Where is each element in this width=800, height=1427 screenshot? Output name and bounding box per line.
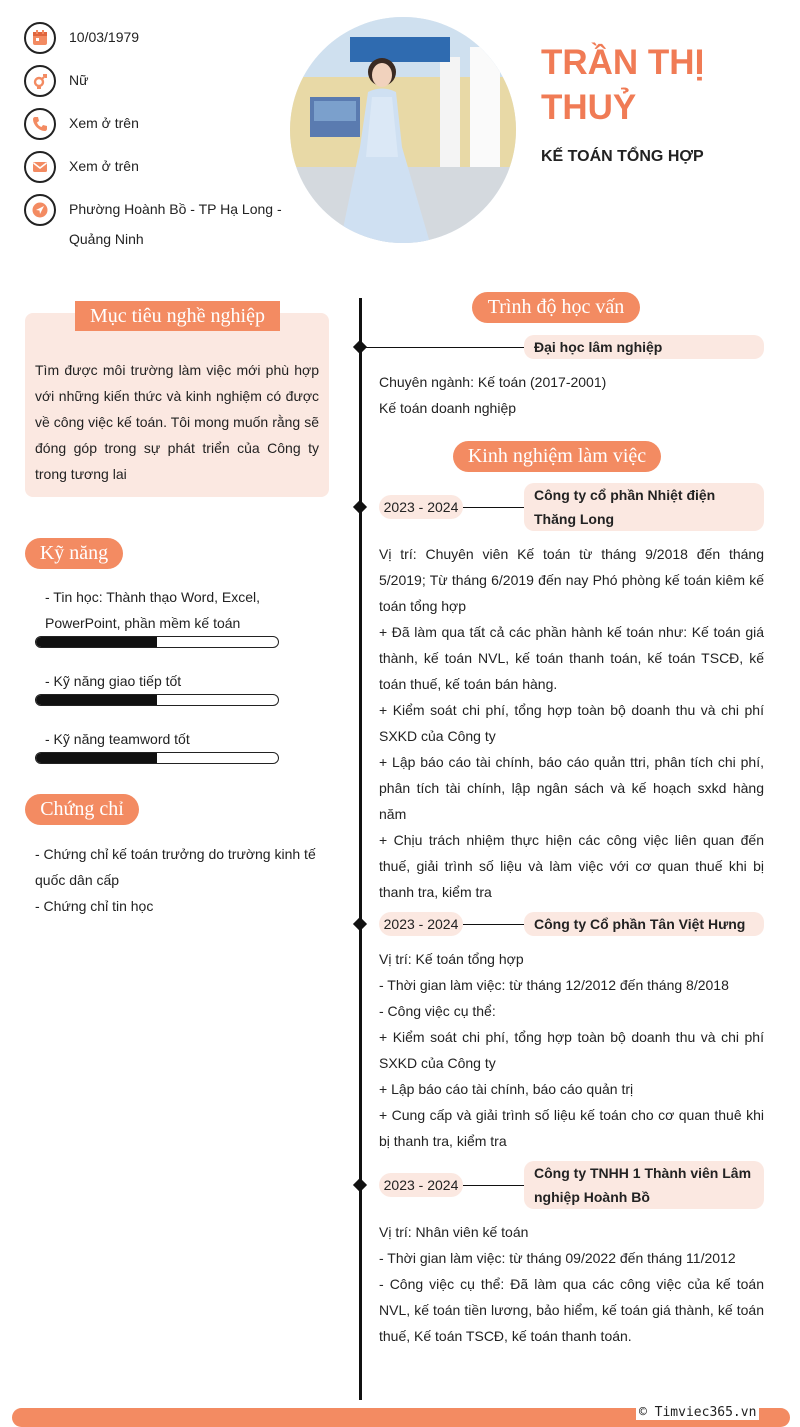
job-detail-line: Vị trí: Chuyên viên Kế toán từ tháng 9/2018 đến tháng 5/2019; Từ tháng 6/2019 đến nay Phó phòng kế toán kiêm kế toán tổng hợp (379, 546, 764, 614)
job-title: KẾ TOÁN TỔNG HỢP (541, 148, 704, 165)
objective-heading: Mục tiêu nghề nghiệp (75, 301, 280, 331)
job-detail-line: + Cung cấp và giải trình số liệu kế toán cho cơ quan thuê khi bị thanh tra, kiểm tra (379, 1107, 764, 1149)
certificates-heading: Chứng chỉ (25, 794, 139, 825)
experience-heading: Kinh nghiệm làm việc (453, 441, 661, 472)
job-detail-line: - Công việc cụ thể: Đã làm qua các công việc của kế toán NVL, kế toán tiền lương, bảo hiểm, kế toán giá thành, kế toán thuế, Kế toán TSCĐ, kế toán thanh toán. (379, 1276, 764, 1344)
job-detail-line: - Công việc cụ thể: (379, 1003, 496, 1019)
skill-bar-fill-3 (36, 753, 157, 763)
contact-address (24, 194, 294, 254)
timeline-connector (365, 347, 525, 348)
skill-label-1: - Tin học: Thành thạo Word, Excel, PowerPoint, phần mềm kế toán (45, 589, 261, 631)
address-text: Phường Hoành Bồ - TP Hạ Long - Quảng Ninh (69, 201, 282, 247)
contact-list (24, 22, 294, 265)
timeline-line (359, 298, 362, 1400)
gender-text: Nữ (69, 72, 89, 88)
job-1-details (379, 541, 764, 905)
job-2-company: Công ty Cổ phần Tân Việt Hưng (524, 912, 764, 936)
job-detail-line: + Lập báo cáo tài chính, báo cáo quản trị (379, 1081, 634, 1097)
timeline-dot (353, 500, 367, 514)
timeline-dot (353, 917, 367, 931)
job-2-details (379, 946, 764, 1154)
skill-bar-1 (35, 636, 279, 648)
job-detail-line: Vị trí: Kế toán tổng hợp (379, 951, 524, 967)
profile-photo (290, 17, 516, 243)
job-1-date: 2023 - 2024 (379, 495, 463, 519)
contact-email (24, 151, 294, 183)
skill-label-3: - Kỹ năng teamword tốt (45, 731, 190, 747)
mail-icon (24, 151, 56, 183)
job-3-company: Công ty TNHH 1 Thành viên Lâm nghiệp Hoành Bồ (524, 1161, 764, 1209)
education-line: Kế toán doanh nghiệp (379, 400, 517, 416)
skill-bar-fill-2 (36, 695, 157, 705)
job-3-details (379, 1219, 764, 1349)
contact-gender (24, 65, 294, 97)
certificates-list (35, 841, 330, 919)
timeline-connector (463, 924, 525, 925)
gender-icon (24, 65, 56, 97)
candidate-name: TRẦN THỊ THUỶ (541, 43, 705, 127)
job-detail-line: Vị trí: Nhân viên kế toán (379, 1224, 529, 1240)
job-detail-line: + Lập báo cáo tài chính, báo cáo quản ttri, phân tích chi phí, phân tích tài chính, lập ngân sách và kế hoạch sxkd hàng năm (379, 754, 764, 822)
timeline-connector (463, 1185, 525, 1186)
phone-icon (24, 108, 56, 140)
education-heading: Trình độ học vấn (472, 292, 640, 323)
skill-bar-3 (35, 752, 279, 764)
birthdate-text: 10/03/1979 (69, 29, 140, 45)
skill-label-2: - Kỹ năng giao tiếp tốt (45, 673, 182, 689)
skill-bar-2 (35, 694, 279, 706)
job-detail-line: - Thời gian làm việc: từ tháng 09/2022 đến tháng 11/2012 (379, 1250, 736, 1266)
job-detail-line: - Thời gian làm việc: từ tháng 12/2012 đến tháng 8/2018 (379, 977, 729, 993)
skills-heading: Kỹ năng (25, 538, 123, 569)
footer-watermark: © Timviec365.vn (636, 1405, 759, 1420)
location-icon (24, 194, 56, 226)
job-3-date: 2023 - 2024 (379, 1173, 463, 1197)
job-detail-line: + Kiểm soát chi phí, tổng hợp toàn bộ doanh thu và chi phí SXKD của Công ty (379, 1029, 764, 1071)
certificate-item: - Chứng chỉ tin học (35, 898, 154, 914)
calendar-icon (24, 22, 56, 54)
certificate-item: - Chứng chỉ kế toán trưởng do trường kinh tế quốc dân cấp (35, 846, 316, 888)
job-1-company: Công ty cổ phần Nhiệt điện Thăng Long (524, 483, 764, 531)
education-details (379, 369, 764, 421)
timeline-connector (463, 507, 525, 508)
job-detail-line: + Chịu trách nhiệm thực hiện các công việc liên quan đến thuế, giải trình số liệu và làm việc với cơ quan thuế khi bị thanh tra, kiểm tra (379, 832, 764, 900)
skill-bar-fill-1 (36, 637, 157, 647)
job-2-date: 2023 - 2024 (379, 912, 463, 936)
objective-text: Tìm được môi trường làm việc mới phù hợp với những kiến thức và kinh nghiệm có được về công việc kế toán. Tôi mong muốn rằng sẽ đóng góp trong sự phát triển của Công ty trong tương lai (35, 362, 319, 482)
email-text: Xem ở trên (69, 158, 139, 174)
job-detail-line: + Kiểm soát chi phí, tổng hợp toàn bộ doanh thu và chi phí SXKD của Công ty (379, 702, 764, 744)
job-detail-line: + Đã làm qua tất cả các phần hành kế toán như: Kế toán giá thành, kế toán NVL, kế toán thanh toán, kế toán TSCĐ, kế toán thuế, kế toán bán hàng. (379, 624, 764, 692)
education-school: Đại học lâm nghiệp (524, 335, 764, 359)
contact-phone (24, 108, 294, 140)
phone-text: Xem ở trên (69, 115, 139, 131)
education-line: Chuyên ngành: Kế toán (2017-2001) (379, 374, 607, 390)
timeline-dot (353, 1178, 367, 1192)
contact-birthdate (24, 22, 294, 54)
